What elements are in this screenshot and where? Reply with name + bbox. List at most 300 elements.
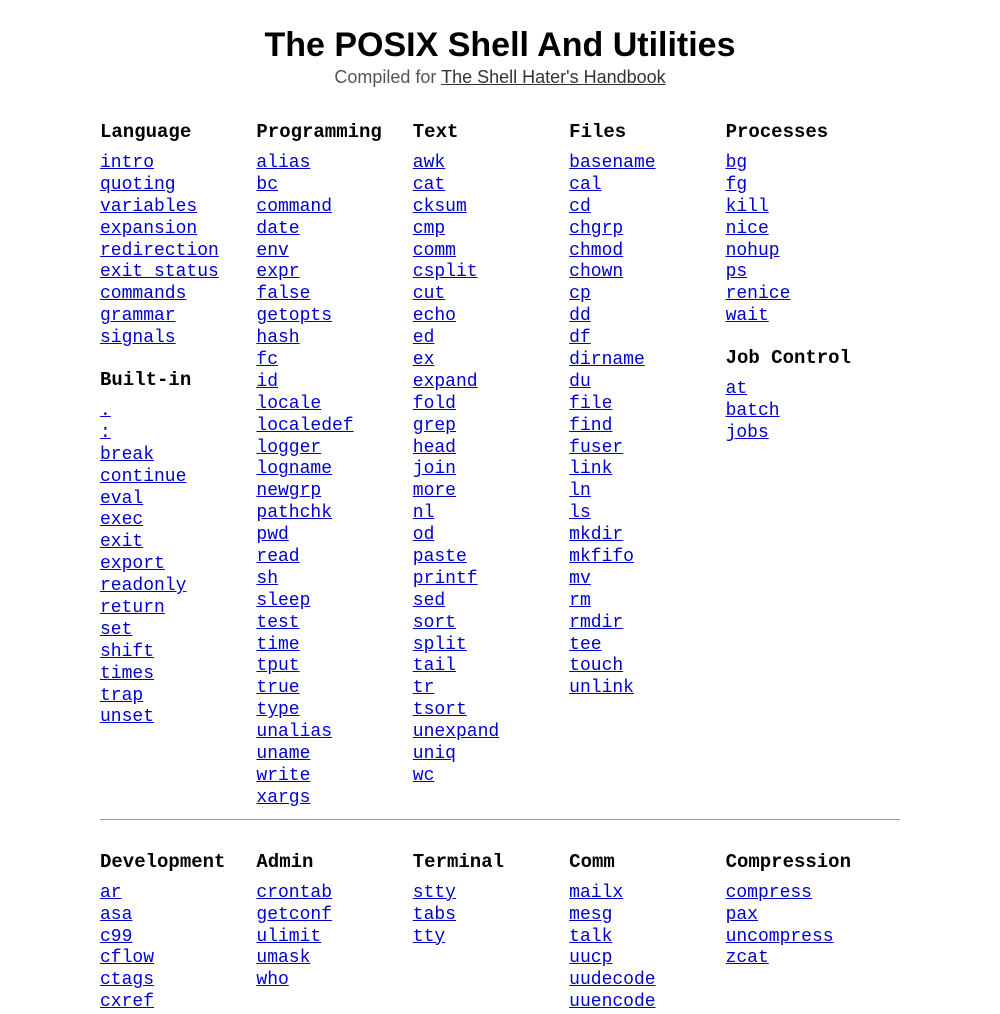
list-item <box>256 415 412 437</box>
utility-link-at[interactable]: at <box>725 379 748 400</box>
column <box>100 851 256 1013</box>
list-item <box>256 218 412 240</box>
column <box>569 121 725 809</box>
list-item <box>256 787 412 809</box>
list-item <box>413 677 569 699</box>
list-item <box>100 509 256 531</box>
utility-link-dd[interactable]: dd <box>569 306 591 327</box>
utility-link-csplit[interactable]: csplit <box>412 262 478 283</box>
top-section <box>100 121 900 809</box>
list-item <box>413 655 569 677</box>
category-heading-files: Files <box>569 121 627 143</box>
list-item <box>256 655 412 677</box>
list-item <box>100 444 256 466</box>
list-item <box>413 546 569 568</box>
link-list-processes <box>726 152 882 327</box>
utility-link-ed[interactable]: ed <box>412 328 435 349</box>
column <box>413 851 569 1013</box>
list-item <box>726 240 882 262</box>
utility-link-talk[interactable]: talk <box>569 926 613 947</box>
list-item <box>569 524 725 546</box>
list-item <box>100 174 256 196</box>
bottom-section <box>100 851 900 1013</box>
utility-link-intro[interactable]: intro <box>100 153 155 173</box>
utility-link-hash[interactable]: hash <box>256 328 300 349</box>
list-item <box>413 305 569 327</box>
utility-link-renice[interactable]: renice <box>725 284 791 305</box>
utility-link-ex[interactable]: ex <box>412 350 435 371</box>
list-item <box>100 305 256 327</box>
utility-link-break[interactable]: break <box>100 444 155 465</box>
utility-link-grammar[interactable]: grammar <box>100 306 176 327</box>
utility-link-uuencode[interactable]: uuencode <box>569 992 656 1013</box>
list-item <box>569 926 725 948</box>
utility-link-type[interactable]: type <box>256 700 300 721</box>
utility-link-sleep[interactable]: sleep <box>256 590 311 611</box>
utility-link-fuser[interactable]: fuser <box>569 437 624 458</box>
list-item <box>726 196 882 218</box>
utility-link-basename[interactable]: basename <box>569 153 656 173</box>
utility-link-date[interactable]: date <box>256 218 300 239</box>
utility-link-mesg[interactable]: mesg <box>569 904 613 925</box>
utility-link-sort[interactable]: sort <box>412 612 456 633</box>
list-item <box>256 947 412 969</box>
utility-link-compress[interactable]: compress <box>725 882 812 903</box>
list-item <box>413 882 569 904</box>
list-item <box>256 743 412 765</box>
list-item <box>726 378 882 400</box>
list-item <box>256 765 412 787</box>
utility-link-head[interactable]: head <box>412 437 456 458</box>
utility-link-sed[interactable]: sed <box>412 590 446 611</box>
list-item <box>100 553 256 575</box>
list-item <box>413 904 569 926</box>
list-item <box>569 612 725 634</box>
utility-link-mailx[interactable]: mailx <box>569 882 624 903</box>
link-list-text <box>413 152 569 787</box>
utility-link-command[interactable]: command <box>256 196 333 217</box>
utility-link-link[interactable]: link <box>569 459 613 480</box>
category-heading-compression: Compression <box>725 850 851 873</box>
list-item <box>413 261 569 283</box>
utility-link-comm[interactable]: comm <box>412 240 456 261</box>
utility-link-exec[interactable]: exec <box>100 510 144 531</box>
utility-link-od[interactable]: od <box>412 525 435 546</box>
list-item <box>413 327 569 349</box>
list-item <box>100 882 256 904</box>
column <box>726 851 882 1013</box>
list-item <box>100 597 256 619</box>
page-subtitle <box>0 66 1000 88</box>
list-item <box>413 743 569 765</box>
utility-link-cmp[interactable]: cmp <box>412 218 446 239</box>
utility-link-commands[interactable]: commands <box>100 284 187 305</box>
utility-link-tty[interactable]: tty <box>412 926 446 947</box>
utility-link-ar[interactable]: ar <box>100 882 122 903</box>
list-item <box>256 502 412 524</box>
utility-link-getopts[interactable]: getopts <box>256 306 333 327</box>
list-item <box>256 568 412 590</box>
list-item <box>413 152 569 174</box>
list-item <box>256 174 412 196</box>
utility-link-touch[interactable]: touch <box>569 656 624 677</box>
utility-link-set[interactable]: set <box>100 619 133 640</box>
utility-link-write[interactable]: write <box>256 765 311 786</box>
link-list-programming <box>256 152 412 809</box>
utility-link-jobs[interactable]: jobs <box>725 422 769 443</box>
category-heading-programming: Programming <box>256 121 382 143</box>
list-item <box>256 699 412 721</box>
list-item <box>569 634 725 656</box>
utility-link-file[interactable]: file <box>569 393 613 414</box>
list-item <box>413 926 569 948</box>
utility-link-expand[interactable]: expand <box>412 371 478 392</box>
utility-link-variables[interactable]: variables <box>100 196 198 217</box>
list-item <box>726 422 882 444</box>
list-item <box>100 641 256 663</box>
column <box>726 121 882 809</box>
list-item <box>413 458 569 480</box>
utility-link-awk[interactable]: awk <box>412 153 446 173</box>
list-item <box>569 947 725 969</box>
utility-link-ps[interactable]: ps <box>725 262 748 283</box>
list-item <box>569 174 725 196</box>
utility-link-chown[interactable]: chown <box>569 262 624 283</box>
utility-link-mkdir[interactable]: mkdir <box>569 525 624 546</box>
list-item <box>726 283 882 305</box>
utility-link-unalias[interactable]: unalias <box>256 722 333 743</box>
list-item <box>256 926 412 948</box>
list-item <box>569 415 725 437</box>
utility-link-redirection[interactable]: redirection <box>100 240 219 261</box>
list-item <box>413 524 569 546</box>
list-item <box>569 196 725 218</box>
list-item <box>413 218 569 240</box>
utility-link-eval[interactable]: eval <box>100 488 144 509</box>
utility-link-tsort[interactable]: tsort <box>412 700 467 721</box>
list-item <box>100 218 256 240</box>
link-list-compression <box>726 882 882 970</box>
utility-link-cd[interactable]: cd <box>569 196 591 217</box>
list-item <box>100 327 256 349</box>
utility-link-times[interactable]: times <box>100 663 155 684</box>
link-list-files <box>569 152 725 699</box>
list-item <box>100 240 256 262</box>
list-item <box>569 502 725 524</box>
utility-link-batch[interactable]: batch <box>725 401 780 422</box>
utility-link-tr[interactable]: tr <box>412 678 435 699</box>
list-item <box>256 327 412 349</box>
list-item <box>100 488 256 510</box>
list-item <box>256 612 412 634</box>
utility-link-rmdir[interactable]: rmdir <box>569 612 624 633</box>
list-item <box>413 480 569 502</box>
utility-link-localedef[interactable]: localedef <box>256 415 354 436</box>
utility-link-unexpand[interactable]: unexpand <box>412 722 500 743</box>
list-item <box>100 400 256 422</box>
list-item <box>256 305 412 327</box>
list-item <box>569 305 725 327</box>
list-item <box>569 437 725 459</box>
utility-link-alias[interactable]: alias <box>256 153 311 173</box>
utility-link-ctags[interactable]: ctags <box>100 970 155 991</box>
link-list-built-in <box>100 400 256 728</box>
utility-link-dirname[interactable]: dirname <box>569 350 645 371</box>
utility-link-du[interactable]: du <box>569 371 591 392</box>
list-item <box>569 590 725 612</box>
list-item <box>726 261 882 283</box>
utility-link-true[interactable]: true <box>256 678 300 699</box>
utility-link-newgrp[interactable]: newgrp <box>256 481 322 502</box>
list-item <box>726 882 882 904</box>
utility-link-umask[interactable]: umask <box>256 948 311 969</box>
utility-link-cksum[interactable]: cksum <box>412 196 467 217</box>
utility-link-test[interactable]: test <box>256 612 300 633</box>
list-item <box>256 546 412 568</box>
list-item <box>256 969 412 991</box>
list-item <box>569 327 725 349</box>
utility-link-cut[interactable]: cut <box>412 284 446 305</box>
list-item <box>413 196 569 218</box>
utility-link-unset[interactable]: unset <box>100 707 155 728</box>
list-item <box>726 174 882 196</box>
list-item <box>256 371 412 393</box>
utility-link-unlink[interactable]: unlink <box>569 678 634 699</box>
category-heading-processes: Processes <box>725 121 829 143</box>
utility-link-locale[interactable]: locale <box>256 393 322 414</box>
list-item <box>100 969 256 991</box>
utility-link-xargs[interactable]: xargs <box>256 787 311 808</box>
utility-link-find[interactable]: find <box>569 415 613 436</box>
column <box>100 121 256 809</box>
utility-link-join[interactable]: join <box>412 459 456 480</box>
column <box>256 851 412 1013</box>
utility-link-split[interactable]: split <box>412 634 467 655</box>
column <box>413 121 569 809</box>
utility-link-more[interactable]: more <box>412 481 456 502</box>
list-item <box>100 663 256 685</box>
list-item <box>256 634 412 656</box>
list-item <box>413 415 569 437</box>
list-item <box>100 947 256 969</box>
utility-link-uncompress[interactable]: uncompress <box>725 926 834 947</box>
utility-link-tee[interactable]: tee <box>569 634 602 655</box>
utility-link-bg[interactable]: bg <box>725 153 748 173</box>
utility-link-mv[interactable]: mv <box>569 568 591 589</box>
utility-link-cat[interactable]: cat <box>412 174 446 195</box>
subtitle-prefix: Compiled for <box>334 67 442 87</box>
list-item <box>569 283 725 305</box>
utility-link-sh[interactable]: sh <box>256 568 278 589</box>
utility-link-env[interactable]: env <box>256 240 289 261</box>
list-item <box>100 466 256 488</box>
utility-link-ls[interactable]: ls <box>569 503 591 524</box>
utility-link-uucp[interactable]: uucp <box>569 948 613 969</box>
list-item <box>256 283 412 305</box>
list-item <box>726 904 882 926</box>
utility-link-symbol[interactable]: : <box>100 422 111 443</box>
list-item <box>726 152 882 174</box>
utility-link-fg[interactable]: fg <box>725 174 748 195</box>
utility-link-who[interactable]: who <box>256 970 289 991</box>
utility-link-paste[interactable]: paste <box>412 547 467 568</box>
list-item <box>413 437 569 459</box>
utility-link-chmod[interactable]: chmod <box>569 240 624 261</box>
utility-link-cxref[interactable]: cxref <box>100 992 155 1013</box>
list-item <box>100 152 256 174</box>
list-item <box>726 218 882 240</box>
list-item <box>256 882 412 904</box>
link-list-development <box>100 882 256 1013</box>
utility-link-cflow[interactable]: cflow <box>100 948 155 969</box>
list-item <box>569 349 725 371</box>
utility-link-wc[interactable]: wc <box>412 765 435 786</box>
utility-link-mkfifo[interactable]: mkfifo <box>569 547 634 568</box>
utility-link-exit[interactable]: exit <box>100 532 144 553</box>
list-item <box>100 196 256 218</box>
utility-link-cp[interactable]: cp <box>569 284 591 305</box>
utility-link-return[interactable]: return <box>100 598 165 619</box>
utility-link-export[interactable]: export <box>100 554 165 575</box>
utility-link-rm[interactable]: rm <box>569 590 591 611</box>
utility-link-shift[interactable]: shift <box>100 641 155 662</box>
utility-link-zcat[interactable]: zcat <box>725 948 769 969</box>
utility-link-bc[interactable]: bc <box>256 174 278 195</box>
utility-link-nice[interactable]: nice <box>725 218 769 239</box>
utility-link-false[interactable]: false <box>256 284 311 305</box>
category-heading-admin: Admin <box>256 850 314 873</box>
list-item <box>569 991 725 1013</box>
list-item <box>256 524 412 546</box>
utility-link-wait[interactable]: wait <box>725 306 769 327</box>
utility-link-stty[interactable]: stty <box>412 882 456 903</box>
utility-link-grep[interactable]: grep <box>412 415 456 436</box>
list-item <box>413 568 569 590</box>
list-item <box>569 240 725 262</box>
utility-link-read[interactable]: read <box>256 547 300 568</box>
list-item <box>256 437 412 459</box>
list-item <box>569 655 725 677</box>
list-item <box>413 721 569 743</box>
utility-link-signals[interactable]: signals <box>100 328 176 349</box>
section-divider <box>100 819 900 820</box>
utility-link-pax[interactable]: pax <box>725 904 758 925</box>
list-item <box>569 969 725 991</box>
utility-link-printf[interactable]: printf <box>412 568 478 589</box>
utility-link-kill[interactable]: kill <box>725 196 769 217</box>
utility-link-logname[interactable]: logname <box>256 459 333 480</box>
list-item <box>100 926 256 948</box>
utility-link-ln[interactable]: ln <box>569 481 591 502</box>
list-item <box>413 349 569 371</box>
utility-link-c99[interactable]: c99 <box>100 926 133 947</box>
utility-link-tabs[interactable]: tabs <box>412 904 456 925</box>
link-list-terminal <box>413 882 569 948</box>
list-item <box>569 904 725 926</box>
link-list-comm <box>569 882 725 1013</box>
list-item <box>569 458 725 480</box>
utility-link-pathchk[interactable]: pathchk <box>256 503 333 524</box>
list-item <box>100 991 256 1013</box>
utility-link-fc[interactable]: fc <box>256 350 278 371</box>
utility-link-crontab[interactable]: crontab <box>256 882 333 903</box>
utility-link-trap[interactable]: trap <box>100 685 144 706</box>
utility-link-pwd[interactable]: pwd <box>256 525 289 546</box>
utility-link-ulimit[interactable]: ulimit <box>256 926 322 947</box>
list-item <box>413 283 569 305</box>
category-heading-terminal: Terminal <box>412 850 504 873</box>
handbook-link[interactable]: The Shell Hater's Handbook <box>441 67 666 87</box>
utility-link-readonly[interactable]: readonly <box>100 576 187 597</box>
utility-link-quoting[interactable]: quoting <box>100 174 176 195</box>
list-item <box>100 706 256 728</box>
utility-link-nl[interactable]: nl <box>412 503 435 524</box>
list-item <box>569 677 725 699</box>
utility-link-tput[interactable]: tput <box>256 656 300 677</box>
utility-link-logger[interactable]: logger <box>256 437 322 458</box>
list-item <box>256 480 412 502</box>
utility-link-continue[interactable]: continue <box>100 466 187 487</box>
utility-link-df[interactable]: df <box>569 328 591 349</box>
list-item <box>569 218 725 240</box>
list-item <box>726 305 882 327</box>
utility-link-asa[interactable]: asa <box>100 904 133 925</box>
list-item <box>100 685 256 707</box>
category-heading-text: Text <box>412 121 459 143</box>
utility-link-cal[interactable]: cal <box>569 174 602 195</box>
list-item <box>100 904 256 926</box>
list-item <box>569 393 725 415</box>
list-item <box>569 480 725 502</box>
list-item <box>726 947 882 969</box>
list-item <box>256 458 412 480</box>
utility-link-getconf[interactable]: getconf <box>256 904 333 925</box>
list-item <box>413 765 569 787</box>
category-heading-comm: Comm <box>569 850 615 873</box>
list-item <box>256 677 412 699</box>
utility-link-uname[interactable]: uname <box>256 744 311 765</box>
utility-link-echo[interactable]: echo <box>412 306 456 327</box>
list-item <box>100 531 256 553</box>
utility-link-nohup[interactable]: nohup <box>725 240 780 261</box>
utility-link-fold[interactable]: fold <box>412 393 456 414</box>
list-item <box>100 422 256 444</box>
category-heading-built-in: Built-in <box>100 369 192 392</box>
utility-link-time[interactable]: time <box>256 634 300 655</box>
list-item <box>569 152 725 174</box>
list-item <box>256 152 412 174</box>
utility-link-expansion[interactable]: expansion <box>100 218 198 239</box>
column <box>569 851 725 1013</box>
link-list-job-control <box>726 378 882 444</box>
list-item <box>100 619 256 641</box>
list-item <box>256 590 412 612</box>
utility-link-uniq[interactable]: uniq <box>412 744 456 765</box>
utility-link-uudecode[interactable]: uudecode <box>569 970 656 991</box>
utility-link-chgrp[interactable]: chgrp <box>569 218 624 239</box>
category-heading-development: Development <box>100 850 226 873</box>
list-item <box>569 882 725 904</box>
utility-link-symbol[interactable]: . <box>100 401 111 422</box>
utility-link-exit-status[interactable]: exit status <box>100 262 219 283</box>
list-item <box>413 634 569 656</box>
list-item <box>256 261 412 283</box>
list-item <box>256 904 412 926</box>
list-item <box>726 926 882 948</box>
utility-link-expr[interactable]: expr <box>256 262 300 283</box>
utility-link-tail[interactable]: tail <box>412 656 456 677</box>
utility-link-id[interactable]: id <box>256 371 278 392</box>
